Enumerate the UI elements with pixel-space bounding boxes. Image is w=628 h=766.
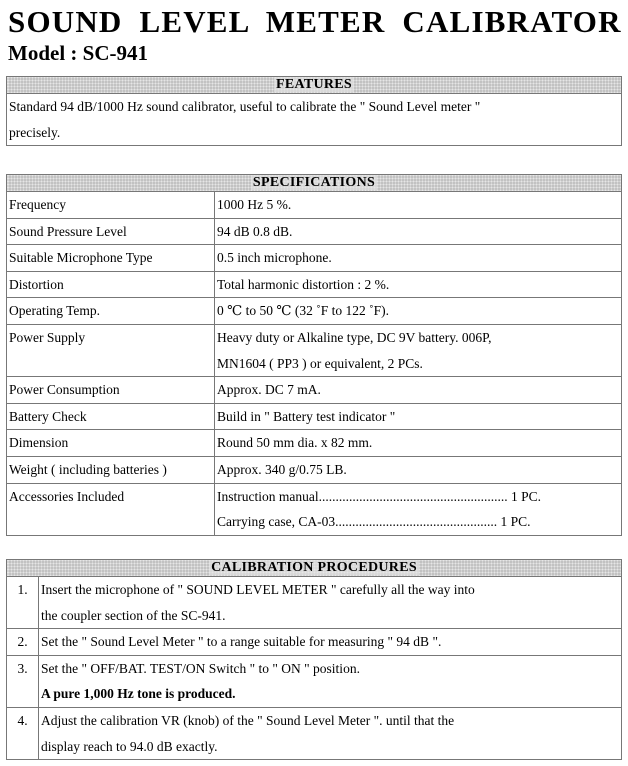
spec-label: Distortion xyxy=(7,271,215,298)
spec-value xyxy=(215,430,622,457)
spec-row xyxy=(7,430,622,457)
spec-row xyxy=(7,192,622,219)
step-number: 3. xyxy=(7,655,39,707)
spec-value xyxy=(215,271,622,298)
spec-value xyxy=(215,403,622,430)
specifications-header: SPECIFICATIONS xyxy=(7,175,622,192)
spec-value xyxy=(215,192,622,219)
spec-label: Operating Temp. xyxy=(7,298,215,325)
page-title: SOUND LEVEL METER CALIBRATOR xyxy=(8,4,622,39)
spec-row xyxy=(7,218,622,245)
spec-value xyxy=(215,377,622,404)
step-number: 2. xyxy=(7,629,39,656)
spec-label: Power Consumption xyxy=(7,377,215,404)
spec-value xyxy=(215,483,622,535)
step-text-line: Set the " Sound Level Meter " to a range suitable for measuring " 94 dB ". xyxy=(41,634,442,650)
procedure-step xyxy=(7,629,622,656)
model-number: Model : SC-941 xyxy=(8,41,148,65)
spec-label: Frequency xyxy=(7,192,215,219)
procedure-step xyxy=(7,655,622,707)
spec-value xyxy=(215,218,622,245)
spec-value-line: 1000 Hz 5 %. xyxy=(217,197,292,212)
spec-value xyxy=(215,324,622,376)
spec-label: Power Supply xyxy=(7,324,215,376)
spec-label: Accessories Included xyxy=(7,483,215,535)
spec-row xyxy=(7,298,622,325)
specifications-table xyxy=(6,174,622,536)
procedure-step xyxy=(7,577,622,629)
spec-value-line: Approx. DC 7 mA. xyxy=(217,382,321,398)
features-text xyxy=(7,94,622,146)
step-text xyxy=(39,655,622,707)
spec-value-line: Approx. 340 g/0.75 LB. xyxy=(217,461,347,477)
features-header: FEATURES xyxy=(7,77,622,94)
procedures-table xyxy=(6,559,622,760)
spec-row xyxy=(7,324,622,376)
spec-value-line: 0 ℃ to 50 ℃ (32 ˚F to 122 ˚F). xyxy=(217,303,389,319)
step-number: 4. xyxy=(7,707,39,759)
step-number: 1. xyxy=(7,577,39,629)
spec-value-line: Total harmonic distortion : 2 %. xyxy=(217,276,390,292)
spec-row xyxy=(7,456,622,483)
spec-label: Suitable Microphone Type xyxy=(7,245,215,272)
spec-value-line: 94 dB 0.8 dB. xyxy=(217,223,293,239)
step-text-line: A pure 1,000 Hz tone is produced. xyxy=(41,686,236,702)
procedure-step xyxy=(7,707,622,759)
step-text xyxy=(39,577,622,629)
step-text-line: Set the " OFF/BAT. TEST/ON Switch " to " ON " position. xyxy=(41,660,360,676)
spec-row xyxy=(7,403,622,430)
spec-value-line: Round 50 mm dia. x 82 mm. xyxy=(217,435,373,451)
step-text-line: Insert the microphone of " SOUND LEVEL METER " carefully all the way into xyxy=(41,582,475,597)
spec-value-line: Carrying case, CA-03................................................ 1 PC. xyxy=(217,514,531,530)
step-text xyxy=(39,707,622,759)
spec-row xyxy=(7,271,622,298)
procedures-header: CALIBRATION PROCEDURES xyxy=(7,560,622,577)
features-line: Standard 94 dB/1000 Hz sound calibrator, useful to calibrate the " Sound Level meter " xyxy=(9,99,481,114)
spec-row xyxy=(7,245,622,272)
step-text-line: display reach to 94.0 dB exactly. xyxy=(41,738,218,754)
step-text xyxy=(39,629,622,656)
spec-label: Battery Check xyxy=(7,403,215,430)
spec-value-line: Heavy duty or Alkaline type, DC 9V battery. 006P, xyxy=(217,329,492,345)
spec-label: Dimension xyxy=(7,430,215,457)
step-text-line: the coupler section of the SC-941. xyxy=(41,607,226,623)
features-line: precisely. xyxy=(9,124,61,140)
spec-value-line: MN1604 ( PP3 ) or equivalent, 2 PCs. xyxy=(217,355,423,371)
spec-value xyxy=(215,245,622,272)
step-text-line: Adjust the calibration VR (knob) of the " Sound Level Meter ". until that the xyxy=(41,712,455,728)
spec-value-line: Instruction manual........................................................ 1 PC. xyxy=(217,488,541,504)
features-table xyxy=(6,76,622,146)
spec-value xyxy=(215,456,622,483)
spec-label: Weight ( including batteries ) xyxy=(7,456,215,483)
spec-row xyxy=(7,483,622,535)
spec-value-line: 0.5 inch microphone. xyxy=(217,250,332,266)
spec-label: Sound Pressure Level xyxy=(7,218,215,245)
spec-value-line: Build in " Battery test indicator " xyxy=(217,408,396,424)
spec-value xyxy=(215,298,622,325)
spec-row xyxy=(7,377,622,404)
